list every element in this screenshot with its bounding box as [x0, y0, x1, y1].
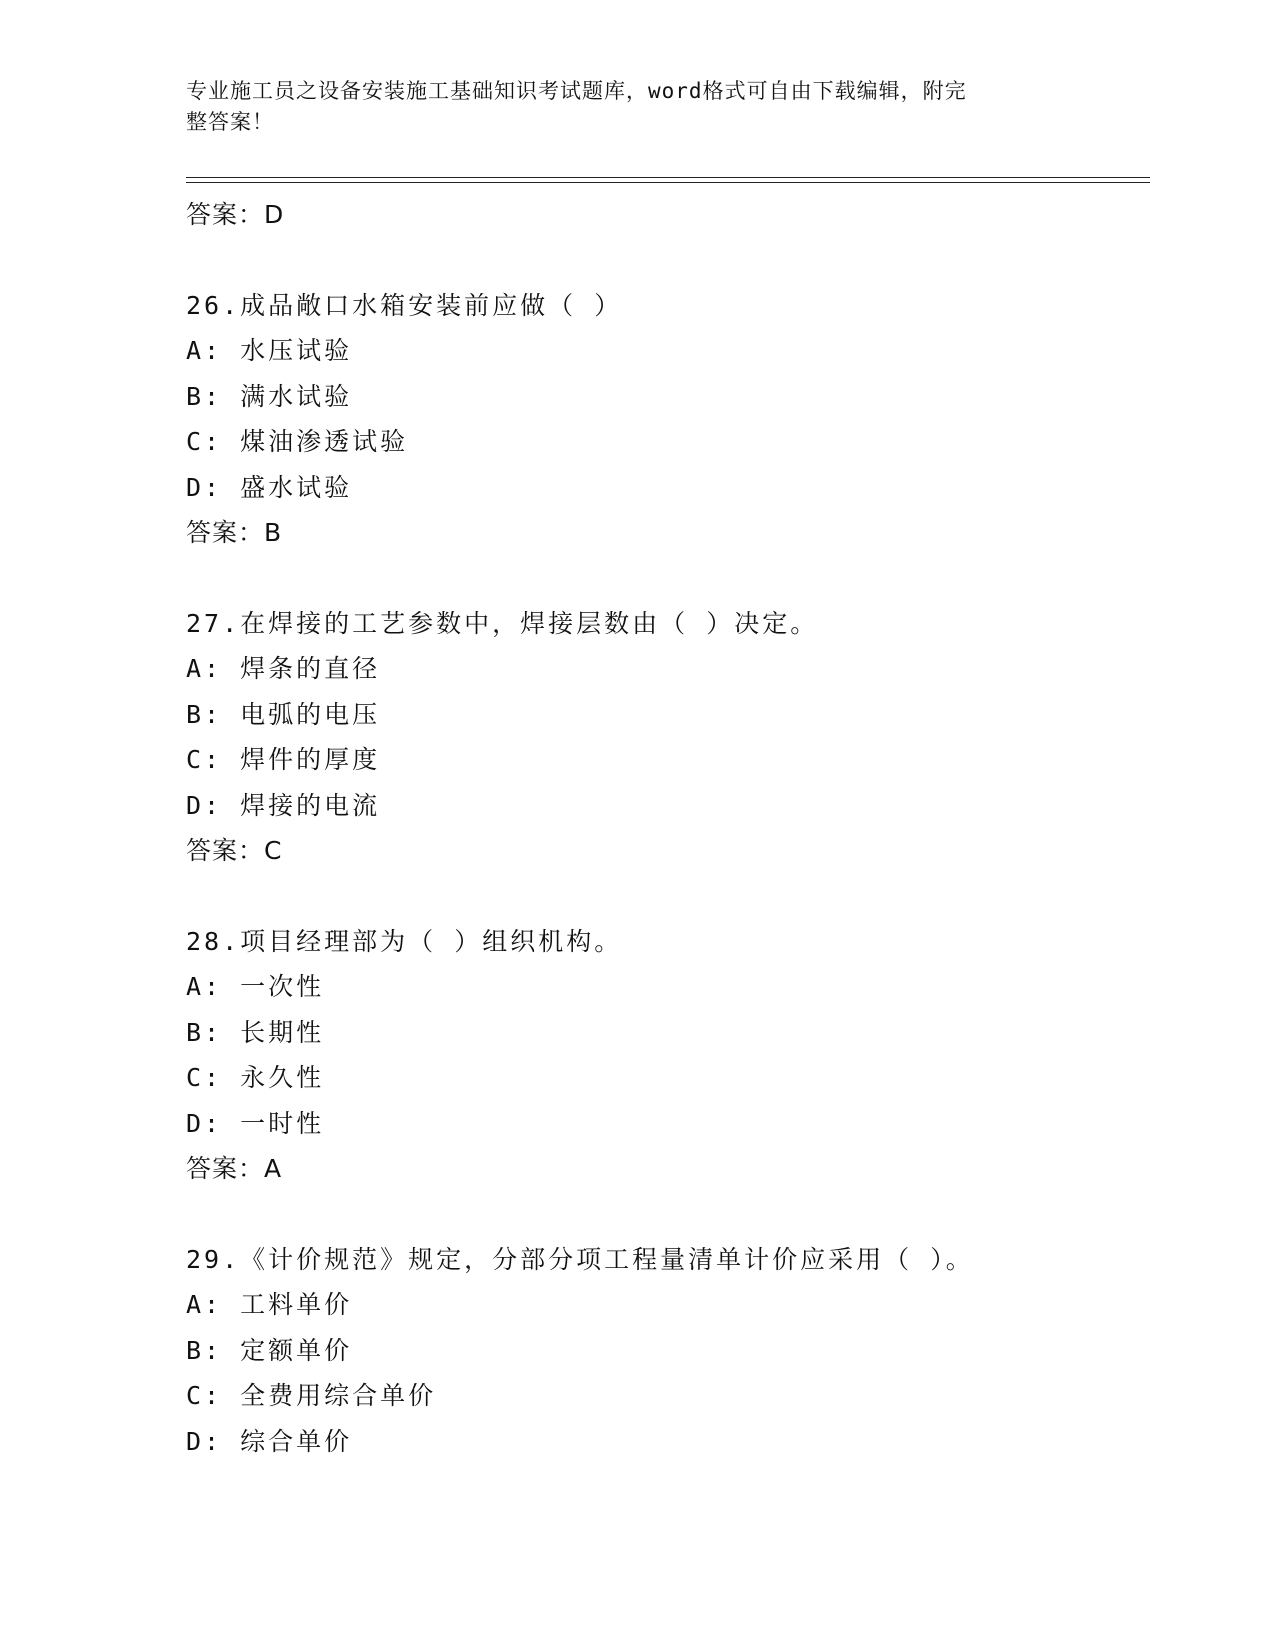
option-d: D: 一时性 — [186, 1108, 325, 1138]
header-line-1: 专业施工员之设备安装施工基础知识考试题库，word格式可自由下载编辑，附完 — [186, 79, 967, 103]
header-divider-top — [186, 177, 1150, 178]
option-a: A: 焊条的直径 — [186, 654, 381, 683]
question-stem: 29.《计价规范》规定，分部分项工程量清单计价应采用（ ）。 — [186, 1244, 974, 1274]
header-line-2: 整答案！ — [186, 110, 274, 134]
question-block-26 — [186, 283, 1146, 556]
question-stem: 27.在焊接的工艺参数中，焊接层数由（ ）决定。 — [186, 608, 819, 638]
option-d: D: 综合单价 — [186, 1426, 353, 1456]
question-block-28 — [186, 919, 1146, 1192]
question-stem: 26.成品敞口水箱安装前应做（ ） — [186, 290, 623, 320]
spacer — [186, 874, 1146, 919]
spacer — [186, 238, 1146, 283]
option-c: C: 焊件的厚度 — [186, 745, 381, 774]
answer-line: 答案：B — [186, 518, 283, 547]
answer-line: 答案：A — [186, 1154, 283, 1183]
option-a: A: 水压试验 — [186, 336, 353, 365]
option-a: A: 工料单价 — [186, 1290, 353, 1319]
option-d: D: 盛水试验 — [186, 472, 353, 502]
question-list — [186, 192, 1146, 1464]
option-b: B: 满水试验 — [186, 381, 353, 411]
question-block-27 — [186, 601, 1146, 874]
option-b: B: 电弧的电压 — [186, 699, 381, 729]
answer-line: 答案：D — [186, 200, 285, 229]
header-divider-bottom — [186, 182, 1150, 183]
document-header — [186, 76, 1066, 138]
answer-line: 答案：C — [186, 836, 283, 865]
option-b: B: 定额单价 — [186, 1335, 353, 1365]
option-d: D: 焊接的电流 — [186, 790, 381, 820]
question-block-29 — [186, 1237, 1146, 1465]
spacer — [186, 556, 1146, 601]
question-stem: 28.项目经理部为（ ）组织机构。 — [186, 926, 623, 956]
option-c: C: 永久性 — [186, 1063, 325, 1092]
option-c: C: 煤油渗透试验 — [186, 427, 409, 456]
option-c: C: 全费用综合单价 — [186, 1381, 437, 1410]
spacer — [186, 1192, 1146, 1237]
option-a: A: 一次性 — [186, 972, 325, 1001]
option-b: B: 长期性 — [186, 1017, 325, 1047]
